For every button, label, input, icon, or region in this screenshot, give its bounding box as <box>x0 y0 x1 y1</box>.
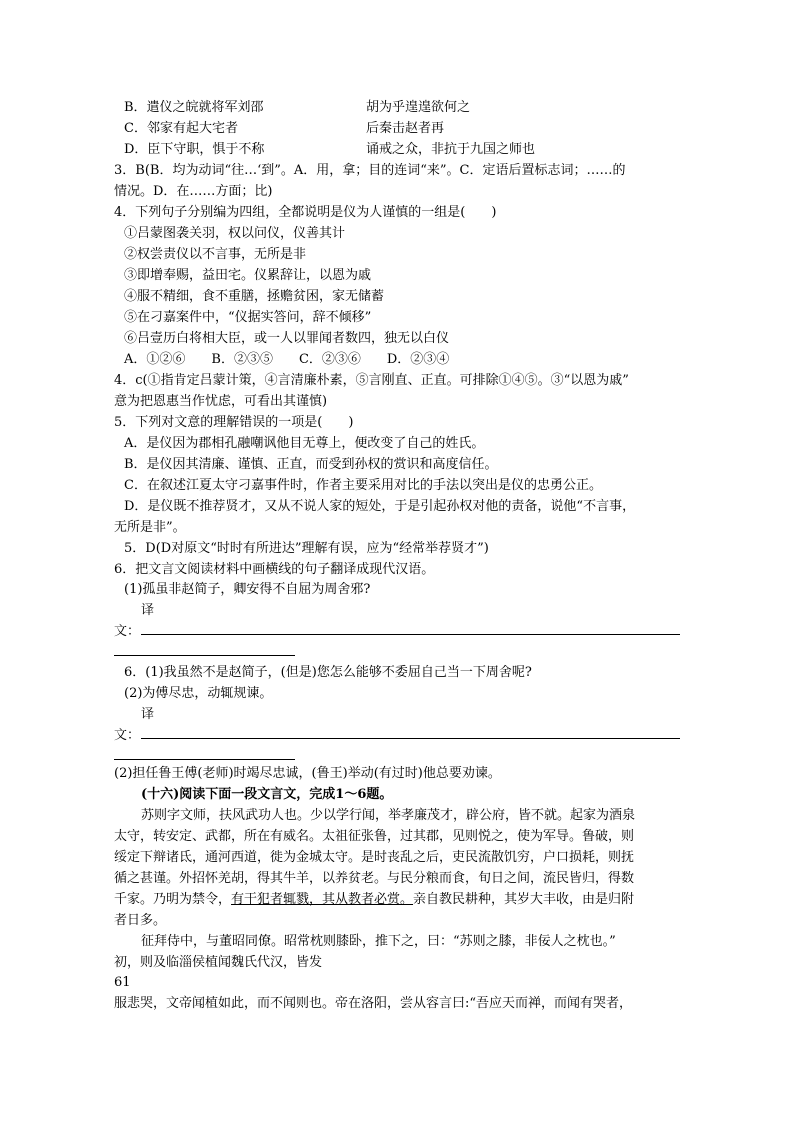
q6-answer-line-1-short <box>114 655 295 656</box>
passage-line-5-post: 亲自教民耕种，其岁大丰收，由是归附 <box>413 892 635 907</box>
q6-answer-line-2 <box>141 738 680 739</box>
q5-option-a: A．是仪因为郡相孔融嘲讽他目无尊上，便改变了自己的姓氏。 <box>124 436 485 451</box>
q6-answer-1: 6．(1)我虽然不是赵简子，(但是)您怎么能够不委屈自己当一下周舍呢? <box>124 665 532 680</box>
passage-line-6: 者日多。 <box>114 913 167 928</box>
passage-line-9: 服悲哭，文帝闻植如此，而不闻则也。帝在洛阳，尝从容言曰:“吾应天而禅，而闻有哭者， <box>114 996 633 1011</box>
q3-answer-line-1: 3．B(B．均为动词“往…‘到”。A．用，拿；目的连词“来”。C．定语后置标志词；……的 <box>114 163 626 178</box>
q4-stem: 4．下列句子分别编为四组，全都说明是仪为人谨慎的一组是( ) <box>114 205 497 220</box>
q6-sentence-1: (1)孤虽非赵简子，卿安得不自屈为周舍邪? <box>124 582 371 597</box>
q4-options: A．①②⑥ B．②③⑤ C．②③⑥ D．②③④ <box>124 352 450 367</box>
q6-stem: 6．把文言文阅读材料中画横线的句子翻译成现代汉语。 <box>114 562 435 577</box>
q6-translation-label-2a: 译 <box>141 707 155 722</box>
q2-option-c-right: 后秦击赵者再 <box>366 121 445 136</box>
underlined-sentence: 有干犯者辄戮，其从教者必赏。 <box>231 892 414 907</box>
section-16-heading: (十六)阅读下面一段文言文，完成1～6题。 <box>141 787 393 802</box>
q4-item-3: ③即增奉赐，益田宅。仪累辞让，以恩为戚 <box>124 268 372 283</box>
q2-option-d-left: D．臣下守职，惧于不称 <box>124 142 265 157</box>
q2-option-b-left: B．遣仪之皖就将军刘邵 <box>124 100 264 115</box>
q4-item-6: ⑥吕壹历白将相大臣，或一人以罪闻者数四，独无以白仪 <box>124 331 450 346</box>
q2-option-c-left: C．邻家有起大宅者 <box>124 121 238 136</box>
q5-option-b: B．是仪因其清廉、谨慎、正直，而受到孙权的赏识和高度信任。 <box>124 457 498 472</box>
passage-line-8: 初，则及临淄侯植闻魏氏代汉，皆发 <box>114 955 323 970</box>
passage-line-3: 绥定下辩诸氐，通河西道，徙为金城太守。是时丧乱之后，吏民流散饥穷，户口损耗，则抚 <box>114 850 635 865</box>
q6-answer-line-1 <box>141 634 680 635</box>
q6-translation-label-2b: 文： <box>114 728 141 743</box>
q5-option-c: C．在叙述江夏太守刁嘉事件时，作者主要采用对比的手法以突出是仪的忠勇公正。 <box>124 478 602 493</box>
passage-line-5 <box>114 892 634 908</box>
q6-translation-label-1b: 文： <box>114 624 141 639</box>
q4-item-2: ②权尝责仪以不言事，无所是非 <box>124 247 307 262</box>
page-number: 61 <box>114 975 131 990</box>
passage-line-1: 苏则字文师，扶风武功人也。少以学行闻，举孝廉茂才，辟公府，皆不就。起家为酒泉 <box>141 808 636 823</box>
q4-item-1: ①吕蒙图袭关羽，权以问仪，仪善其计 <box>124 226 346 241</box>
passage-line-4: 循之甚谨。外招怀羌胡，得其牛羊，以养贫老。与民分粮而食，旬日之间，流民皆归，得数 <box>114 871 635 886</box>
q3-answer-line-2: 情况。D．在……方面；比) <box>114 184 273 199</box>
passage-line-5-pre: 千家。乃明为禁令， <box>114 892 232 907</box>
passage-line-7: 征拜侍中，与董昭同僚。昭常枕则膝卧，推下之，曰：“苏则之膝，非佞人之枕也。” <box>141 934 616 949</box>
q4-item-5: ⑤在刁嘉案件中，“仪据实答问，辞不倾移” <box>124 310 372 325</box>
q2-option-d-right: 诵戒之众，非抗于九国之师也 <box>366 142 536 157</box>
q2-option-b-right: 胡为乎遑遑欲何之 <box>366 100 471 115</box>
q5-option-d-continued: 无所是非”。 <box>114 520 186 535</box>
q5-option-d: D．是仪既不推荐贤才，又从不说人家的短处，于是引起孙权对他的责备，说他“不言事， <box>124 499 636 514</box>
q6-answer-2: (2)担任鲁王傅(老师)时竭尽忠诚，(鲁王)举动(有过时)他总要劝谏。 <box>114 766 501 781</box>
q4-answer-line-2: 意为把恩惠当作忧虑，可看出其谨慎) <box>114 394 328 409</box>
q6-sentence-2: (2)为傅尽忠，动辄规谏。 <box>124 686 273 701</box>
q6-answer-line-2-short <box>114 759 295 760</box>
q4-item-4: ④服不精细，食不重膳，拯赡贫困，家无储蓄 <box>124 289 385 304</box>
q5-answer: 5．D(D对原文“时时有所进达”理解有误，应为“经常举荐贤才”) <box>124 541 489 556</box>
passage-line-2: 太守，转安定、武都，所在有威名。太祖征张鲁，过其郡，见则悦之，使为军导。鲁破，则 <box>114 829 635 844</box>
q5-stem: 5．下列对文意的理解错误的一项是( ) <box>114 415 354 430</box>
q4-answer-line-1: 4．c(①指肯定吕蒙计策，④言清廉朴素，⑤言刚直、正直。可排除①④⑤。③“以恩为戚” <box>114 373 629 388</box>
q6-translation-label-1a: 译 <box>141 603 155 618</box>
